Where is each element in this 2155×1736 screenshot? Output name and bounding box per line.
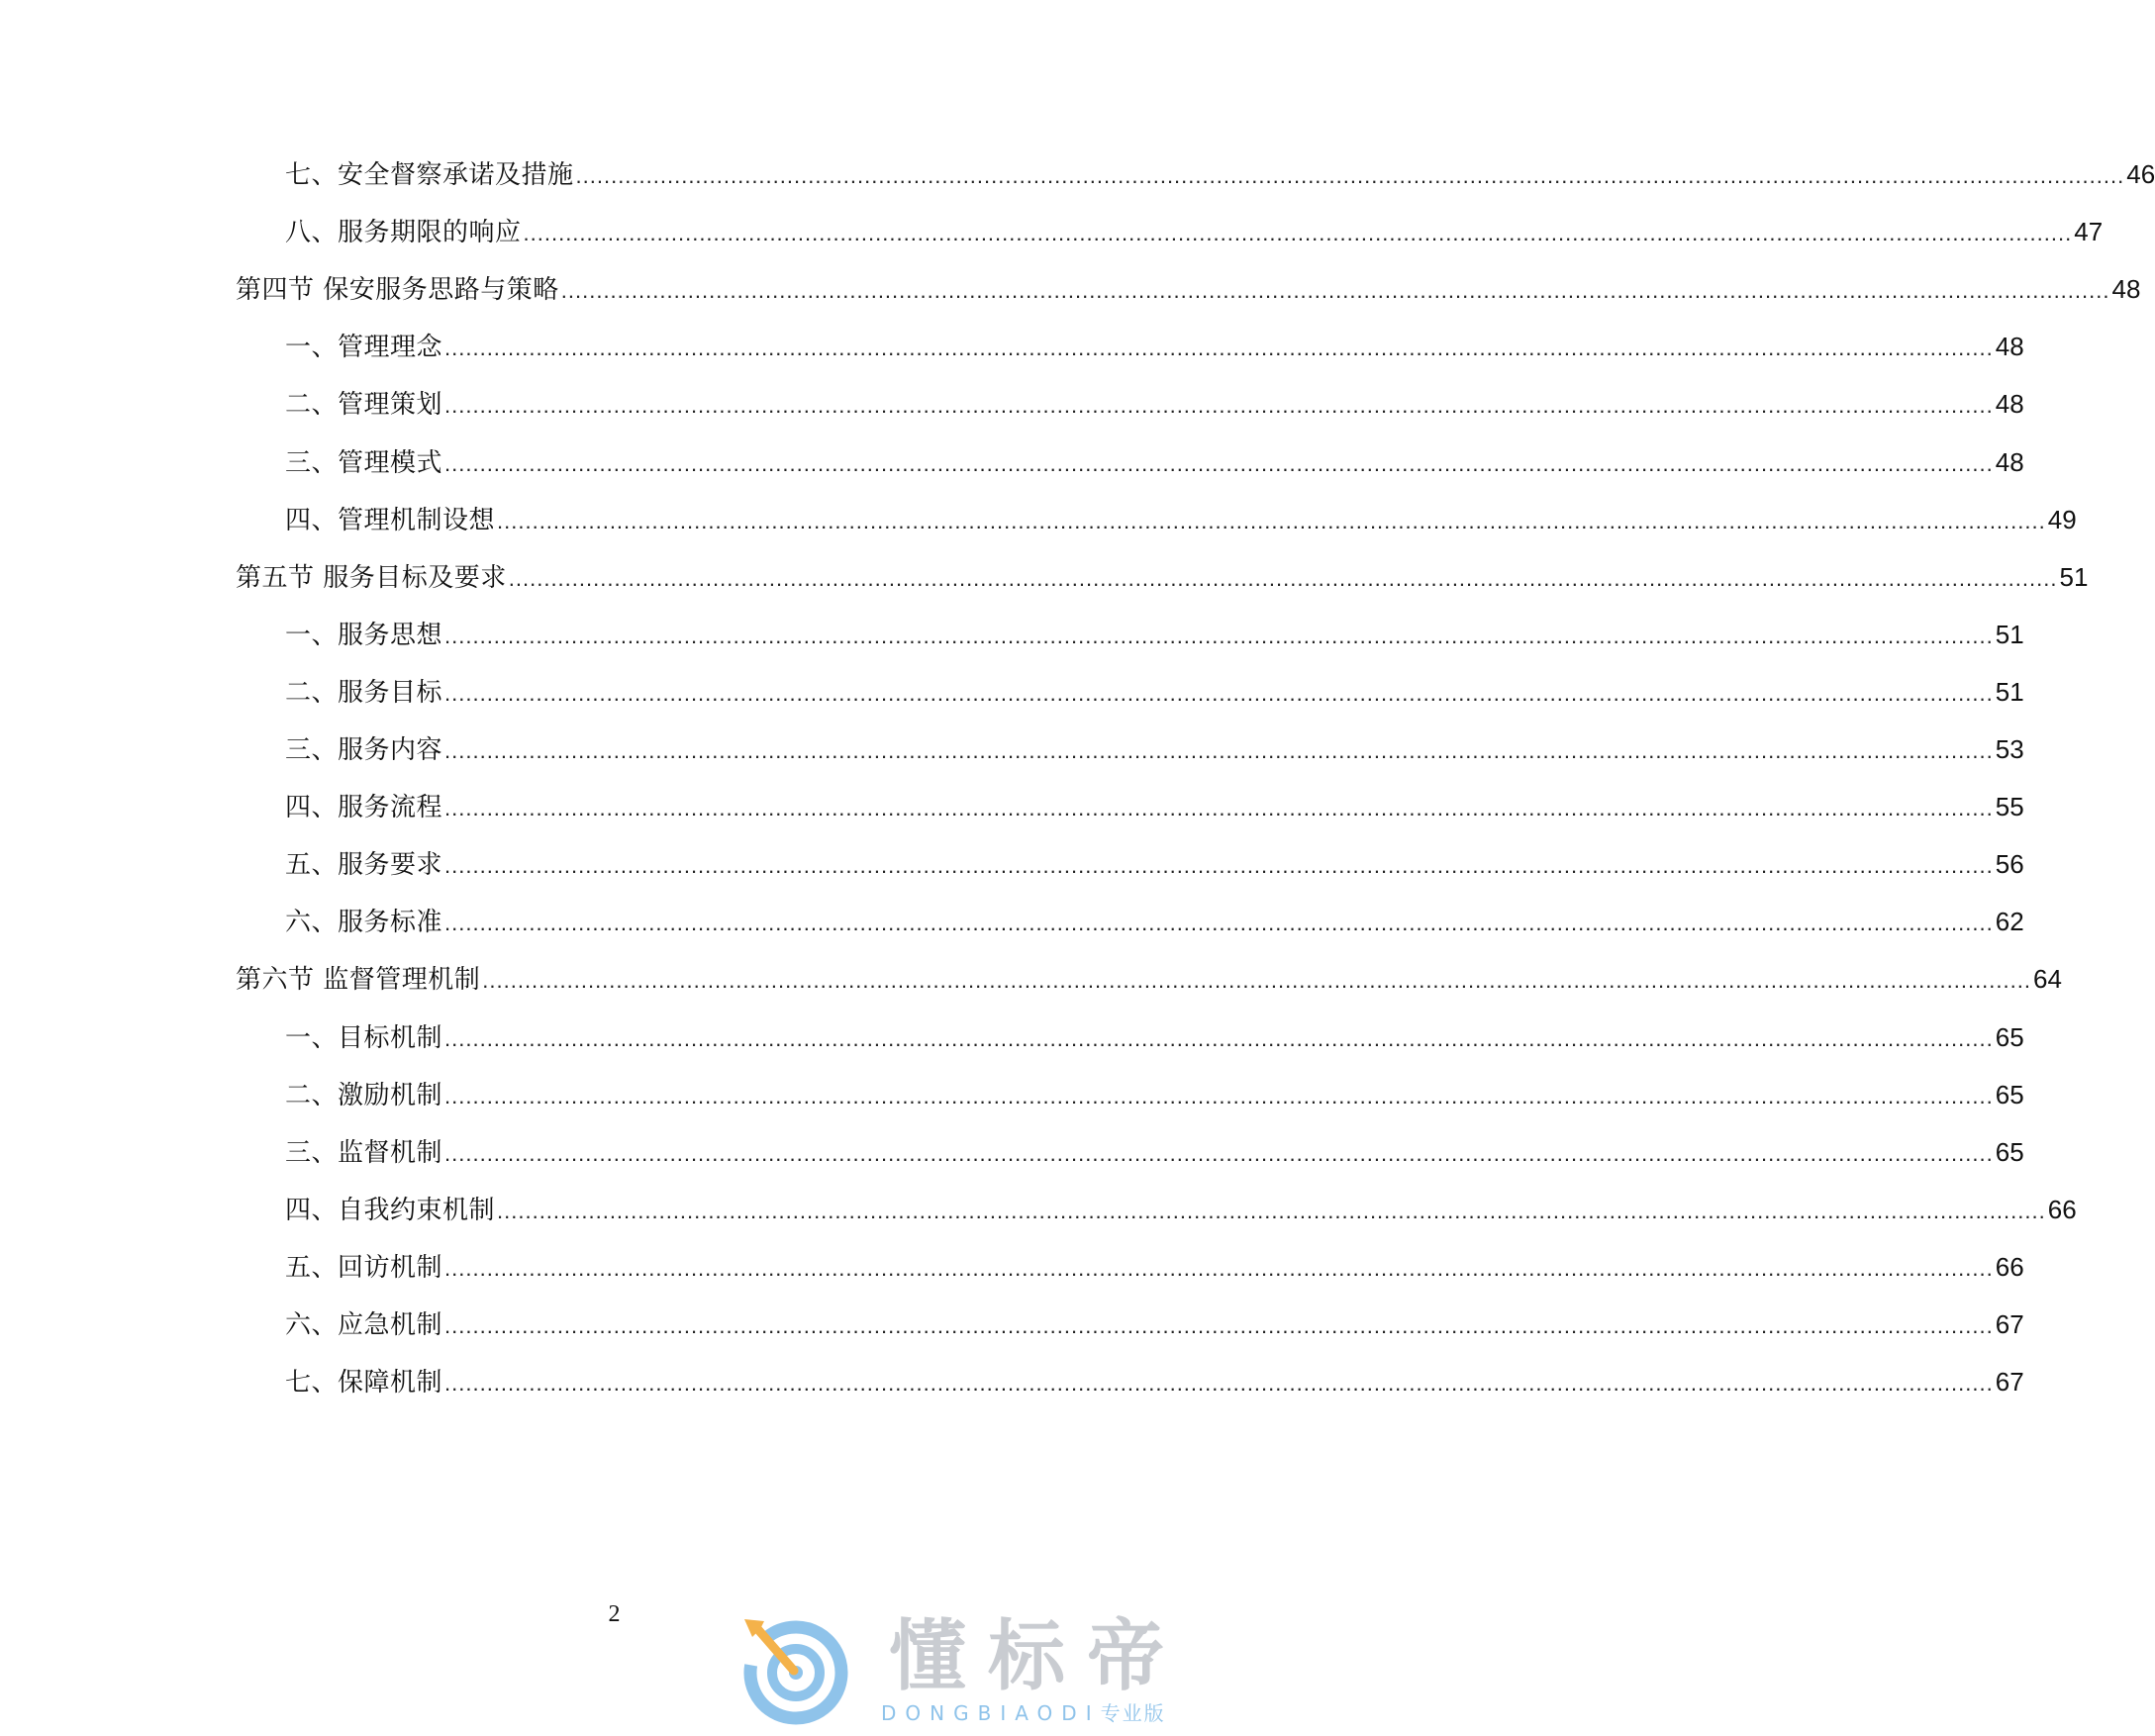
toc-entry[interactable] — [285, 1075, 2024, 1114]
toc-entry-title: 三、管理模式 — [285, 448, 443, 478]
toc-entry-page: 51 — [2059, 562, 2089, 592]
toc-entry-page: 53 — [1995, 734, 2024, 764]
toc-leader-dots: ............................................................................................................................................................................................................................ — [575, 163, 2125, 188]
toc-entry-title: 三、服务内容 — [285, 735, 443, 765]
toc-entry[interactable] — [285, 1132, 2024, 1172]
toc-entry[interactable] — [285, 1190, 2077, 1229]
toc-entry-page: 48 — [2111, 274, 2141, 304]
toc-leader-dots: ............................................................................................................................................................................................................................ — [482, 968, 2031, 993]
watermark-edition: 专业版 — [1100, 1701, 1166, 1725]
toc-leader-dots: ............................................................................................................................................................................................................................ — [444, 1256, 1994, 1281]
toc-section-heading[interactable] — [236, 269, 2141, 309]
toc-leader-dots: ............................................................................................................................................................................................................................ — [444, 1371, 1994, 1396]
toc-entry-title: 三、监督机制 — [285, 1138, 443, 1168]
toc-entry-title: 一、服务思想 — [285, 621, 443, 650]
toc-leader-dots: ............................................................................................................................................................................................................................ — [497, 1199, 2046, 1223]
toc-entry-title: 第六节 监督管理机制 — [236, 965, 481, 995]
toc-entry-page: 51 — [1995, 677, 2024, 707]
toc-entry-page: 66 — [2047, 1195, 2077, 1224]
toc-entry-page: 48 — [1995, 447, 2024, 477]
watermark — [733, 1613, 1208, 1730]
toc-entry-title: 四、自我约束机制 — [285, 1196, 496, 1225]
toc-leader-dots: ............................................................................................................................................................................................................................ — [444, 336, 1994, 360]
toc-entry[interactable] — [285, 1247, 2024, 1287]
toc-entry[interactable] — [285, 672, 2024, 712]
page-number: 2 — [608, 1601, 621, 1627]
toc-entry-title: 五、服务要求 — [285, 850, 443, 880]
toc-entry-title: 五、回访机制 — [285, 1253, 443, 1283]
toc-entry-page: 65 — [1995, 1080, 2024, 1109]
toc-entry-title: 六、服务标准 — [285, 908, 443, 937]
toc-entry[interactable] — [285, 212, 2104, 251]
toc-entry[interactable] — [285, 442, 2024, 482]
toc-entry-title: 七、安全督察承诺及措施 — [285, 160, 574, 190]
watermark-latin-name: DONGBIAODI — [881, 1701, 1101, 1725]
toc-leader-dots: ............................................................................................................................................................................................................................ — [560, 278, 2110, 303]
toc-section-heading[interactable] — [236, 959, 2062, 999]
toc-entry[interactable] — [285, 327, 2024, 366]
toc-entry-title: 二、管理策划 — [285, 390, 443, 420]
toc-leader-dots: ............................................................................................................................................................................................................................ — [444, 1084, 1994, 1109]
toc-entry[interactable] — [285, 384, 2024, 424]
toc-entry-page: 46 — [2126, 159, 2155, 189]
toc-leader-dots: ............................................................................................................................................................................................................................ — [444, 911, 1994, 935]
toc-entry[interactable] — [285, 844, 2024, 884]
toc-entry-page: 67 — [1995, 1309, 2024, 1339]
toc-leader-dots: ............................................................................................................................................................................................................................ — [444, 681, 1994, 706]
target-logo-icon — [740, 1615, 857, 1726]
toc-entry-page: 48 — [1995, 332, 2024, 361]
toc-leader-dots: ............................................................................................................................................................................................................................ — [523, 221, 2073, 245]
toc-entry-page: 64 — [2032, 964, 2062, 994]
toc-entry-title: 一、目标机制 — [285, 1023, 443, 1053]
watermark-subtitle — [881, 1700, 1166, 1726]
toc-entry-page: 55 — [1995, 792, 2024, 821]
toc-entry[interactable] — [285, 1362, 2024, 1401]
toc-leader-dots: ............................................................................................................................................................................................................................ — [508, 566, 2058, 591]
toc-leader-dots: ............................................................................................................................................................................................................................ — [444, 624, 1994, 648]
toc-entry[interactable] — [285, 1304, 2024, 1344]
toc-entry[interactable] — [285, 1017, 2024, 1057]
toc-entry-title: 八、服务期限的响应 — [285, 218, 522, 247]
toc-entry[interactable] — [285, 787, 2024, 826]
toc-entry-title: 二、服务目标 — [285, 678, 443, 708]
toc-entry-page: 67 — [1995, 1367, 2024, 1397]
toc-entry-title: 第五节 服务目标及要求 — [236, 563, 507, 593]
toc-entry-title: 六、应急机制 — [285, 1310, 443, 1340]
toc-leader-dots: ............................................................................................................................................................................................................................ — [444, 393, 1994, 418]
toc-leader-dots: ............................................................................................................................................................................................................................ — [444, 796, 1994, 820]
toc-entry-title: 第四节 保安服务思路与策略 — [236, 275, 559, 305]
toc-entry-title: 七、保障机制 — [285, 1368, 443, 1398]
toc-entry[interactable] — [285, 154, 2155, 194]
toc-entry-title: 四、管理机制设想 — [285, 506, 496, 535]
toc-leader-dots: ............................................................................................................................................................................................................................ — [444, 853, 1994, 878]
toc-entry-page: 47 — [2074, 217, 2104, 246]
toc-entry-page: 65 — [1995, 1022, 2024, 1052]
toc-leader-dots: ............................................................................................................................................................................................................................ — [444, 1313, 1994, 1338]
toc-leader-dots: ............................................................................................................................................................................................................................ — [497, 509, 2046, 533]
toc-entry-page: 49 — [2047, 505, 2077, 534]
toc-entry-page: 65 — [1995, 1137, 2024, 1167]
watermark-brand-name: 懂标帝 — [889, 1612, 1187, 1701]
toc-leader-dots: ............................................................................................................................................................................................................................ — [444, 1141, 1994, 1166]
toc-leader-dots: ............................................................................................................................................................................................................................ — [444, 738, 1994, 763]
toc-entry[interactable] — [285, 615, 2024, 654]
toc-entry-title: 四、服务流程 — [285, 793, 443, 822]
toc-entry-page: 62 — [1995, 907, 2024, 936]
toc-entry[interactable] — [285, 902, 2024, 941]
toc-entry-page: 56 — [1995, 849, 2024, 879]
toc-entry-title: 二、激励机制 — [285, 1081, 443, 1110]
toc-entry[interactable] — [285, 729, 2024, 769]
toc-leader-dots: ............................................................................................................................................................................................................................ — [444, 1026, 1994, 1051]
toc-entry-page: 66 — [1995, 1252, 2024, 1282]
toc-entry-title: 一、管理理念 — [285, 333, 443, 362]
toc-leader-dots: ............................................................................................................................................................................................................................ — [444, 451, 1994, 476]
toc-entry-page: 51 — [1995, 620, 2024, 649]
toc-entry-page: 48 — [1995, 389, 2024, 419]
toc-entry[interactable] — [285, 500, 2077, 539]
toc-section-heading[interactable] — [236, 557, 2089, 597]
